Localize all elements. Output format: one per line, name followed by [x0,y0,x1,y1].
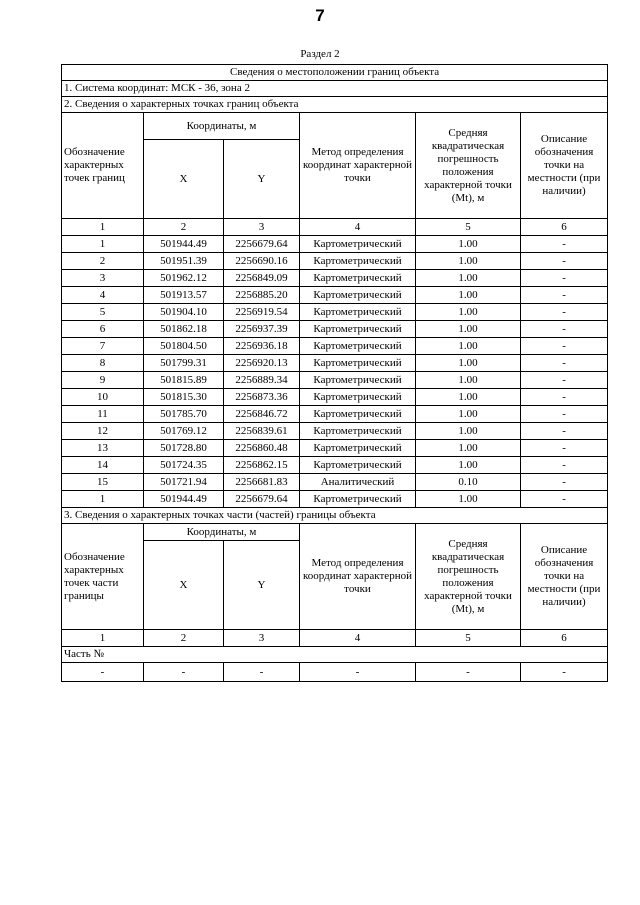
table-row [62,423,608,440]
point-y: 2256885.20 [224,287,300,304]
point-accuracy: 1.00 [416,270,521,287]
point-x: 501944.49 [144,236,224,253]
point-accuracy: 0.10 [416,474,521,491]
part-cell: - [300,663,416,682]
section-title: Раздел 2 [300,48,340,60]
table-row [62,236,608,253]
col-number: 6 [521,219,608,236]
point-id: 1 [62,236,144,253]
point-id: 4 [62,287,144,304]
coord-system: 1. Система координат: МСК - 36, зона 2 [62,81,608,97]
table-row [62,372,608,389]
table-row [62,253,608,270]
table-row [62,440,608,457]
point-description: - [521,321,608,338]
point-description: - [521,491,608,508]
col-number: 2 [144,219,224,236]
point-id: 5 [62,304,144,321]
point-accuracy: 1.00 [416,440,521,457]
point-description: - [521,474,608,491]
page-number: 7 [315,6,325,25]
point-accuracy: 1.00 [416,389,521,406]
point-description: - [521,253,608,270]
table-row [62,304,608,321]
parts-header-method: Метод определения координат характерной точки [300,524,416,630]
point-x: 501724.35 [144,457,224,474]
point-description: - [521,389,608,406]
point-y: 2256937.39 [224,321,300,338]
header-description: Описание обозначения точки на местности (при наличии) [521,113,608,219]
parts-header-point-label: Обозначение характерных точек части границы [62,524,144,630]
point-x: 501815.89 [144,372,224,389]
part-cell: - [144,663,224,682]
col-number: 3 [224,630,300,647]
point-method: Картометрический [300,440,416,457]
point-description: - [521,338,608,355]
table-row [62,321,608,338]
point-accuracy: 1.00 [416,253,521,270]
point-method: Картометрический [300,338,416,355]
parts-header-description: Описание обозначения точки на местности (при наличии) [521,524,608,630]
point-description: - [521,406,608,423]
point-method: Картометрический [300,304,416,321]
table-row [62,663,608,682]
col-number: 4 [300,219,416,236]
point-method: Картометрический [300,406,416,423]
point-y: 2256920.13 [224,355,300,372]
point-x: 501769.12 [144,423,224,440]
point-y: 2256846.72 [224,406,300,423]
part-cell: - [416,663,521,682]
point-y: 2256690.16 [224,253,300,270]
point-x: 501804.50 [144,338,224,355]
part-label: Часть № [62,647,608,663]
header-x: X [144,140,224,219]
point-y: 2256889.34 [224,372,300,389]
parts-header-y: Y [224,541,300,630]
col-number: 5 [416,630,521,647]
point-accuracy: 1.00 [416,423,521,440]
part-cell: - [521,663,608,682]
table-row [62,338,608,355]
header-y: Y [224,140,300,219]
point-x: 501728.80 [144,440,224,457]
point-x: 501785.70 [144,406,224,423]
point-description: - [521,355,608,372]
point-method: Картометрический [300,236,416,253]
point-method: Картометрический [300,287,416,304]
point-x: 501815.30 [144,389,224,406]
point-y: 2256873.36 [224,389,300,406]
point-description: - [521,270,608,287]
point-description: - [521,236,608,253]
point-id: 9 [62,372,144,389]
parts-header-accuracy: Средняя квадратическая погрешность положения характерной точки (Mt), м [416,524,521,630]
point-y: 2256919.54 [224,304,300,321]
point-id: 6 [62,321,144,338]
point-accuracy: 1.00 [416,355,521,372]
point-accuracy: 1.00 [416,287,521,304]
point-y: 2256679.64 [224,491,300,508]
point-x: 501962.12 [144,270,224,287]
col-number: 2 [144,630,224,647]
parts-header-coords: Координаты, м [144,524,300,541]
point-id: 11 [62,406,144,423]
boundary-table [61,64,608,682]
point-id: 10 [62,389,144,406]
point-id: 3 [62,270,144,287]
point-accuracy: 1.00 [416,236,521,253]
header-method: Метод определения координат характерной точки [300,113,416,219]
point-id: 8 [62,355,144,372]
point-description: - [521,457,608,474]
point-accuracy: 1.00 [416,406,521,423]
point-method: Картометрический [300,355,416,372]
col-number: 1 [62,219,144,236]
point-accuracy: 1.00 [416,491,521,508]
point-y: 2256679.64 [224,236,300,253]
table-row [62,355,608,372]
point-method: Картометрический [300,457,416,474]
point-x: 501944.49 [144,491,224,508]
point-method: Картометрический [300,491,416,508]
table-row [62,389,608,406]
point-y: 2256860.48 [224,440,300,457]
col-number: 4 [300,630,416,647]
parts-header-x: X [144,541,224,630]
point-method: Картометрический [300,423,416,440]
point-y: 2256681.83 [224,474,300,491]
point-description: - [521,440,608,457]
point-y: 2256849.09 [224,270,300,287]
point-id: 14 [62,457,144,474]
parts-column-numbers-row [62,630,608,647]
point-id: 15 [62,474,144,491]
points-heading: 2. Сведения о характерных точках границ объекта [62,97,608,113]
point-id: 12 [62,423,144,440]
parts-heading: 3. Сведения о характерных точках части (частей) границы объекта [62,508,608,524]
point-y: 2256839.61 [224,423,300,440]
point-description: - [521,287,608,304]
col-number: 3 [224,219,300,236]
column-numbers-row [62,219,608,236]
table-row [62,287,608,304]
point-x: 501951.39 [144,253,224,270]
point-y: 2256936.18 [224,338,300,355]
point-description: - [521,372,608,389]
point-id: 7 [62,338,144,355]
point-description: - [521,423,608,440]
point-y: 2256862.15 [224,457,300,474]
point-accuracy: 1.00 [416,304,521,321]
point-method: Картометрический [300,321,416,338]
point-x: 501799.31 [144,355,224,372]
point-accuracy: 1.00 [416,338,521,355]
point-x: 501913.57 [144,287,224,304]
header-coords: Координаты, м [144,113,300,140]
part-cell: - [224,663,300,682]
part-cell: - [62,663,144,682]
point-method: Картометрический [300,389,416,406]
table-row [62,474,608,491]
point-id: 2 [62,253,144,270]
table-row [62,270,608,287]
point-method: Картометрический [300,253,416,270]
table-row [62,491,608,508]
point-method: Аналитический [300,474,416,491]
col-number: 6 [521,630,608,647]
point-method: Картометрический [300,372,416,389]
point-x: 501862.18 [144,321,224,338]
point-description: - [521,304,608,321]
table-row [62,406,608,423]
col-number: 5 [416,219,521,236]
point-accuracy: 1.00 [416,372,521,389]
point-accuracy: 1.00 [416,321,521,338]
table-title: Сведения о местоположении границ объекта [62,65,608,81]
point-x: 501904.10 [144,304,224,321]
header-point-label: Обозначение характерных точек границ [62,113,144,219]
table-row [62,457,608,474]
col-number: 1 [62,630,144,647]
point-id: 1 [62,491,144,508]
header-accuracy: Средняя квадратическая погрешность положения характерной точки (Mt), м [416,113,521,219]
point-x: 501721.94 [144,474,224,491]
point-accuracy: 1.00 [416,457,521,474]
point-id: 13 [62,440,144,457]
point-method: Картометрический [300,270,416,287]
